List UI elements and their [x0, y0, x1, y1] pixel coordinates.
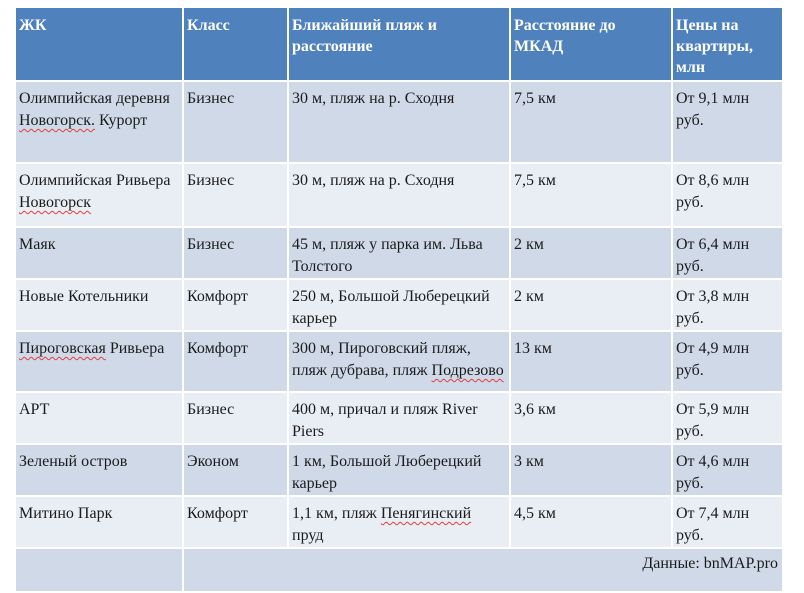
beach-cell [288, 496, 510, 548]
price-cell-text: От 4,6 млн руб. [676, 453, 750, 492]
source-note: Данные: bnMAP.pro [183, 548, 783, 592]
class-cell-text: Бизнес [187, 90, 235, 107]
header-beach: Ближайший пляж и расстояние [288, 7, 510, 81]
distance-cell-text: 2 км [514, 288, 544, 305]
beach-cell-text: пруд [292, 527, 324, 544]
beach-cell [288, 279, 510, 331]
distance-cell-text: 13 км [514, 340, 552, 357]
complex-name-cell [15, 444, 183, 496]
price-cell [672, 279, 783, 331]
class-cell-text: Комфорт [187, 505, 248, 522]
beach-cell-text: 1 км, Большой Люберецкий карьер [292, 453, 482, 492]
complex-name-cell [15, 227, 183, 279]
header-class: Класс [183, 7, 288, 81]
complex-name-cell-text: Новогорск. [19, 112, 96, 129]
complex-name-cell-text: Олимпийская Ривьера [19, 172, 171, 189]
class-cell-text: Бизнес [187, 401, 235, 418]
class-cell [183, 392, 288, 444]
price-cell [672, 81, 783, 163]
price-cell [672, 444, 783, 496]
price-cell [672, 163, 783, 227]
distance-cell [510, 81, 672, 163]
source-row [15, 548, 783, 592]
complex-name-cell-text: Маяк [19, 236, 56, 253]
beach-cell-text: 250 м, Большой Люберецкий карьер [292, 288, 490, 327]
distance-cell-text: 3 км [514, 453, 544, 470]
header-price: Цены на квартиры, млн [672, 7, 783, 81]
table-row [15, 392, 783, 444]
complex-name-cell-text: Новые Котельники [19, 288, 149, 305]
table-row [15, 163, 783, 227]
complex-name-cell-text: Курорт [95, 112, 148, 129]
distance-cell [510, 227, 672, 279]
complex-name-cell-text: Новогорск [19, 194, 92, 211]
complex-name-cell-text: Пироговская [19, 340, 106, 357]
complex-name-cell-text: Митино Парк [19, 505, 113, 522]
complex-name-cell [15, 81, 183, 163]
distance-cell [510, 331, 672, 392]
header-row [15, 7, 783, 81]
price-cell-text: От 4,9 млн руб. [676, 340, 750, 379]
complex-name-cell-text: Ривьера [105, 340, 165, 357]
complex-name-cell-text: АРТ [19, 401, 50, 418]
beach-cell-text: 30 м, пляж на р. Сходня [292, 172, 455, 189]
header-distance: Расстояние до МКАД [510, 7, 672, 81]
beach-cell-text: 45 м, пляж у парка им. Льва Толстого [292, 236, 483, 275]
beach-cell [288, 444, 510, 496]
complex-name-cell-text: Олимпийская деревня [19, 90, 170, 107]
distance-cell-text: 3,6 км [514, 401, 556, 418]
complex-name-cell [15, 331, 183, 392]
class-cell-text: Комфорт [187, 340, 248, 357]
distance-cell-text: 2 км [514, 236, 544, 253]
residential-complex-table [14, 6, 784, 593]
beach-cell-text: Подрезово [431, 362, 504, 379]
beach-cell [288, 81, 510, 163]
class-cell-text: Эконом [187, 453, 239, 470]
distance-cell [510, 163, 672, 227]
source-spacer-cell [15, 548, 183, 592]
price-cell [672, 496, 783, 548]
price-cell-text: От 3,8 млн руб. [676, 288, 750, 327]
price-cell [672, 227, 783, 279]
table-row [15, 331, 783, 392]
class-cell [183, 331, 288, 392]
price-cell-text: От 7,4 млн руб. [676, 505, 750, 544]
table-row [15, 227, 783, 279]
table-row [15, 444, 783, 496]
table-row [15, 279, 783, 331]
class-cell [183, 444, 288, 496]
distance-cell-text: 7,5 км [514, 172, 556, 189]
price-cell-text: От 8,6 млн руб. [676, 172, 750, 211]
complex-name-cell-text: Зеленый остров [19, 453, 128, 470]
beach-cell-text: 300 м, Пироговский пляж, пляж дубрава, пляж [292, 340, 471, 379]
class-cell-text: Бизнес [187, 236, 235, 253]
beach-cell [288, 392, 510, 444]
distance-cell-text: 4,5 км [514, 505, 556, 522]
beach-cell [288, 331, 510, 392]
class-cell-text: Бизнес [187, 172, 235, 189]
class-cell [183, 163, 288, 227]
distance-cell-text: 7,5 км [514, 90, 556, 107]
beach-cell [288, 163, 510, 227]
class-cell [183, 81, 288, 163]
complex-name-cell [15, 279, 183, 331]
beach-cell-text: Пенягинский [380, 505, 472, 522]
distance-cell [510, 496, 672, 548]
distance-cell [510, 279, 672, 331]
beach-cell-text: 30 м, пляж на р. Сходня [292, 90, 455, 107]
price-cell-text: От 6,4 млн руб. [676, 236, 750, 275]
class-cell [183, 496, 288, 548]
beach-cell [288, 227, 510, 279]
price-cell-text: От 9,1 млн руб. [676, 90, 750, 129]
distance-cell [510, 392, 672, 444]
price-cell-text: От 5,9 млн руб. [676, 401, 750, 440]
header-complex: ЖК [15, 7, 183, 81]
class-cell [183, 279, 288, 331]
table-row [15, 496, 783, 548]
beach-cell-text: 400 м, причал и пляж River Piers [292, 401, 478, 440]
beach-cell-text: 1,1 км, пляж [292, 505, 381, 522]
complex-name-cell [15, 392, 183, 444]
price-cell [672, 392, 783, 444]
class-cell [183, 227, 288, 279]
price-cell [672, 331, 783, 392]
complex-name-cell [15, 163, 183, 227]
distance-cell [510, 444, 672, 496]
complex-name-cell [15, 496, 183, 548]
class-cell-text: Комфорт [187, 288, 248, 305]
table-row [15, 81, 783, 163]
